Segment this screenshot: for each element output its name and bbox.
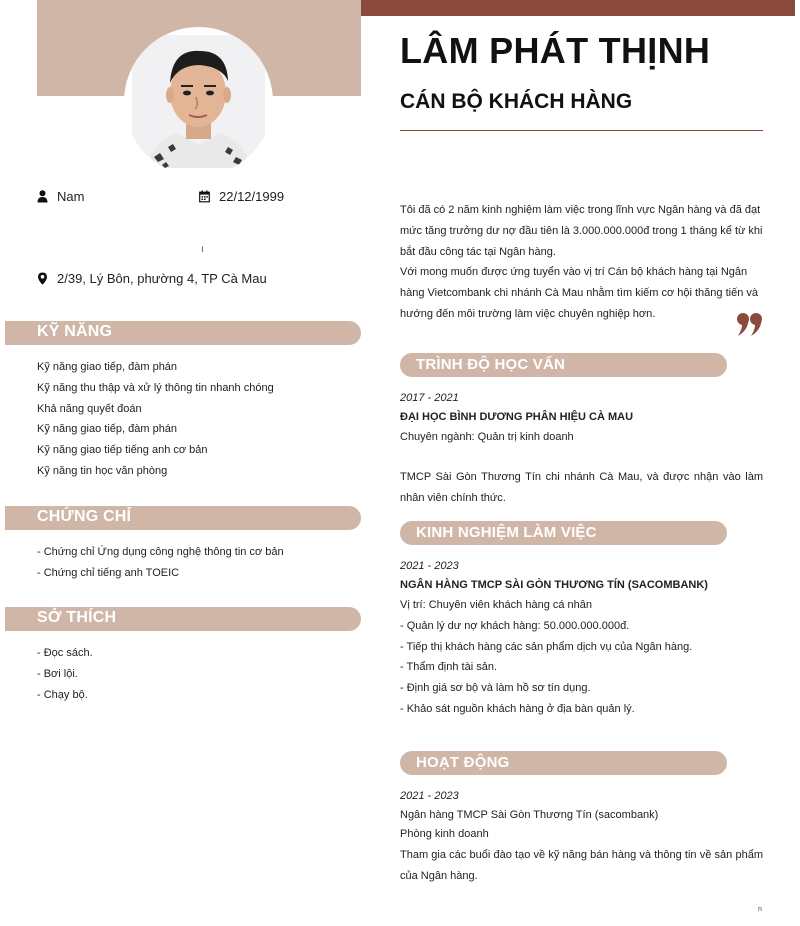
education-header xyxy=(400,353,727,377)
address-row xyxy=(37,271,267,286)
list-item: - Đọc sách. xyxy=(37,647,93,659)
activities-header xyxy=(400,751,727,775)
candidate-name: LÂM PHÁT THỊNH xyxy=(400,30,711,71)
duty-item: - Quản lý dư nợ khách hàng: 50.000.000.000đ. xyxy=(400,619,630,632)
birthday-value: 22/12/1999 xyxy=(219,189,285,204)
list-item: - Chạy bộ. xyxy=(37,688,88,701)
certificates-title: CHỨNG CHỈ xyxy=(37,508,132,525)
duty-item: - Thẩm định tài sản. xyxy=(400,661,498,674)
duty-item: - Định giá sơ bộ và làm hồ sơ tín dụng. xyxy=(400,682,591,695)
list-item: Kỹ năng giao tiếp, đàm phán xyxy=(37,423,178,436)
location-pin-icon xyxy=(37,272,48,285)
list-item: - Chứng chỉ Ứng dụng công nghệ thông tin cơ bản xyxy=(37,546,284,558)
tick-mark: ı xyxy=(201,244,204,255)
list-item: - Bơi lội. xyxy=(37,667,78,680)
header-divider xyxy=(400,130,763,131)
objective-paragraph: Tôi đã có 2 năm kinh nghiệm làm việc trong lĩnh vực Ngân hàng và đã đạt mức tăng trưởng dư nợ đầu tiên là 3.000.000.000đ trong 1 tháng kể từ khi bắt đầu công tác tại Ngân hàng. xyxy=(400,204,763,258)
career-objective xyxy=(400,200,763,325)
activity-org: Ngân hàng TMCP Sài Gòn Thương Tín (sacombank) xyxy=(400,809,659,821)
activity-desc: Tham gia các buổi đào tạo về kỹ năng bán hàng và thông tin về sản phẩm của Ngân hàng. xyxy=(400,849,763,882)
company-name: NGÂN HÀNG TMCP SÀI GÒN THƯƠNG TÍN (SACOMBANK) xyxy=(400,579,708,591)
list-item: Khả năng quyết đoán xyxy=(37,402,142,415)
education-note: TMCP Sài Gòn Thương Tín chi nhánh Cà Mau, và được nhận vào làm nhân viên chính thức. xyxy=(400,470,763,504)
skills-list xyxy=(37,357,357,482)
top-accent-bar xyxy=(361,0,795,16)
certificates-header xyxy=(5,506,361,530)
profile-photo xyxy=(132,35,265,168)
experience-header xyxy=(400,521,727,545)
education-title: TRÌNH ĐỘ HỌC VẤN xyxy=(416,356,566,373)
hobbies-header xyxy=(5,607,361,631)
footer-mark: n xyxy=(758,906,762,913)
list-item: Kỹ năng giao tiếp tiếng anh cơ bản xyxy=(37,444,208,457)
experience-period: 2021 - 2023 xyxy=(400,560,459,572)
experience-position: Vị trí: Chuyên viên khách hàng cá nhân xyxy=(400,599,593,611)
activities-block xyxy=(400,786,763,887)
list-item: - Chứng chỉ tiếng anh TOEIC xyxy=(37,566,180,579)
list-item: Kỹ năng thu thập và xử lý thông tin nhanh chóng xyxy=(37,381,274,394)
education-period: 2017 - 2021 xyxy=(400,392,459,404)
objective-paragraph: Với mong muốn được ứng tuyển vào vị trí Cán bộ khách hàng tại Ngân hàng Vietcombank chi nhánh Cà Mau nhằm tìm kiếm cơ hội thăng tiến và hướng đến môi trường làm việc chuyên nghiệp hơn. xyxy=(400,266,758,320)
skills-title: KỸ NĂNG xyxy=(37,323,113,340)
skills-header xyxy=(5,321,361,345)
person-icon xyxy=(37,190,48,203)
experience-title: KINH NGHIỆM LÀM VIỆC xyxy=(416,524,597,541)
experience-block xyxy=(400,556,763,720)
list-item: Kỹ năng tin học văn phòng xyxy=(37,464,168,477)
hobbies-title: SỞ THÍCH xyxy=(37,609,117,626)
calendar-icon xyxy=(199,190,210,203)
list-item: Kỹ năng giao tiếp, đàm phán xyxy=(37,361,178,373)
school-name: ĐẠI HỌC BÌNH DƯƠNG PHÂN HIỆU CÀ MAU xyxy=(400,411,634,423)
certificates-list xyxy=(37,542,357,584)
birthday-row xyxy=(199,189,284,204)
hobbies-list xyxy=(37,643,357,705)
duty-item: - Tiếp thị khách hàng các sản phẩm dịch vụ của Ngân hàng. xyxy=(400,640,693,653)
activities-period: 2021 - 2023 xyxy=(400,790,459,802)
quote-icon xyxy=(736,312,764,338)
gender-value: Nam xyxy=(57,189,85,204)
gender-row xyxy=(37,189,84,204)
education-block xyxy=(400,388,763,509)
address-value: 2/39, Lý Bôn, phường 4, TP Cà Mau xyxy=(57,271,267,286)
activity-dept: Phòng kinh doanh xyxy=(400,828,489,840)
job-title: CÁN BỘ KHÁCH HÀNG xyxy=(400,90,633,113)
activities-title: HOẠT ĐỘNG xyxy=(416,754,510,771)
education-major: Chuyên ngành: Quản trị kinh doanh xyxy=(400,431,574,443)
avatar xyxy=(124,27,273,176)
duty-item: - Khảo sát nguồn khách hàng ở địa bàn quản lý. xyxy=(400,702,635,715)
